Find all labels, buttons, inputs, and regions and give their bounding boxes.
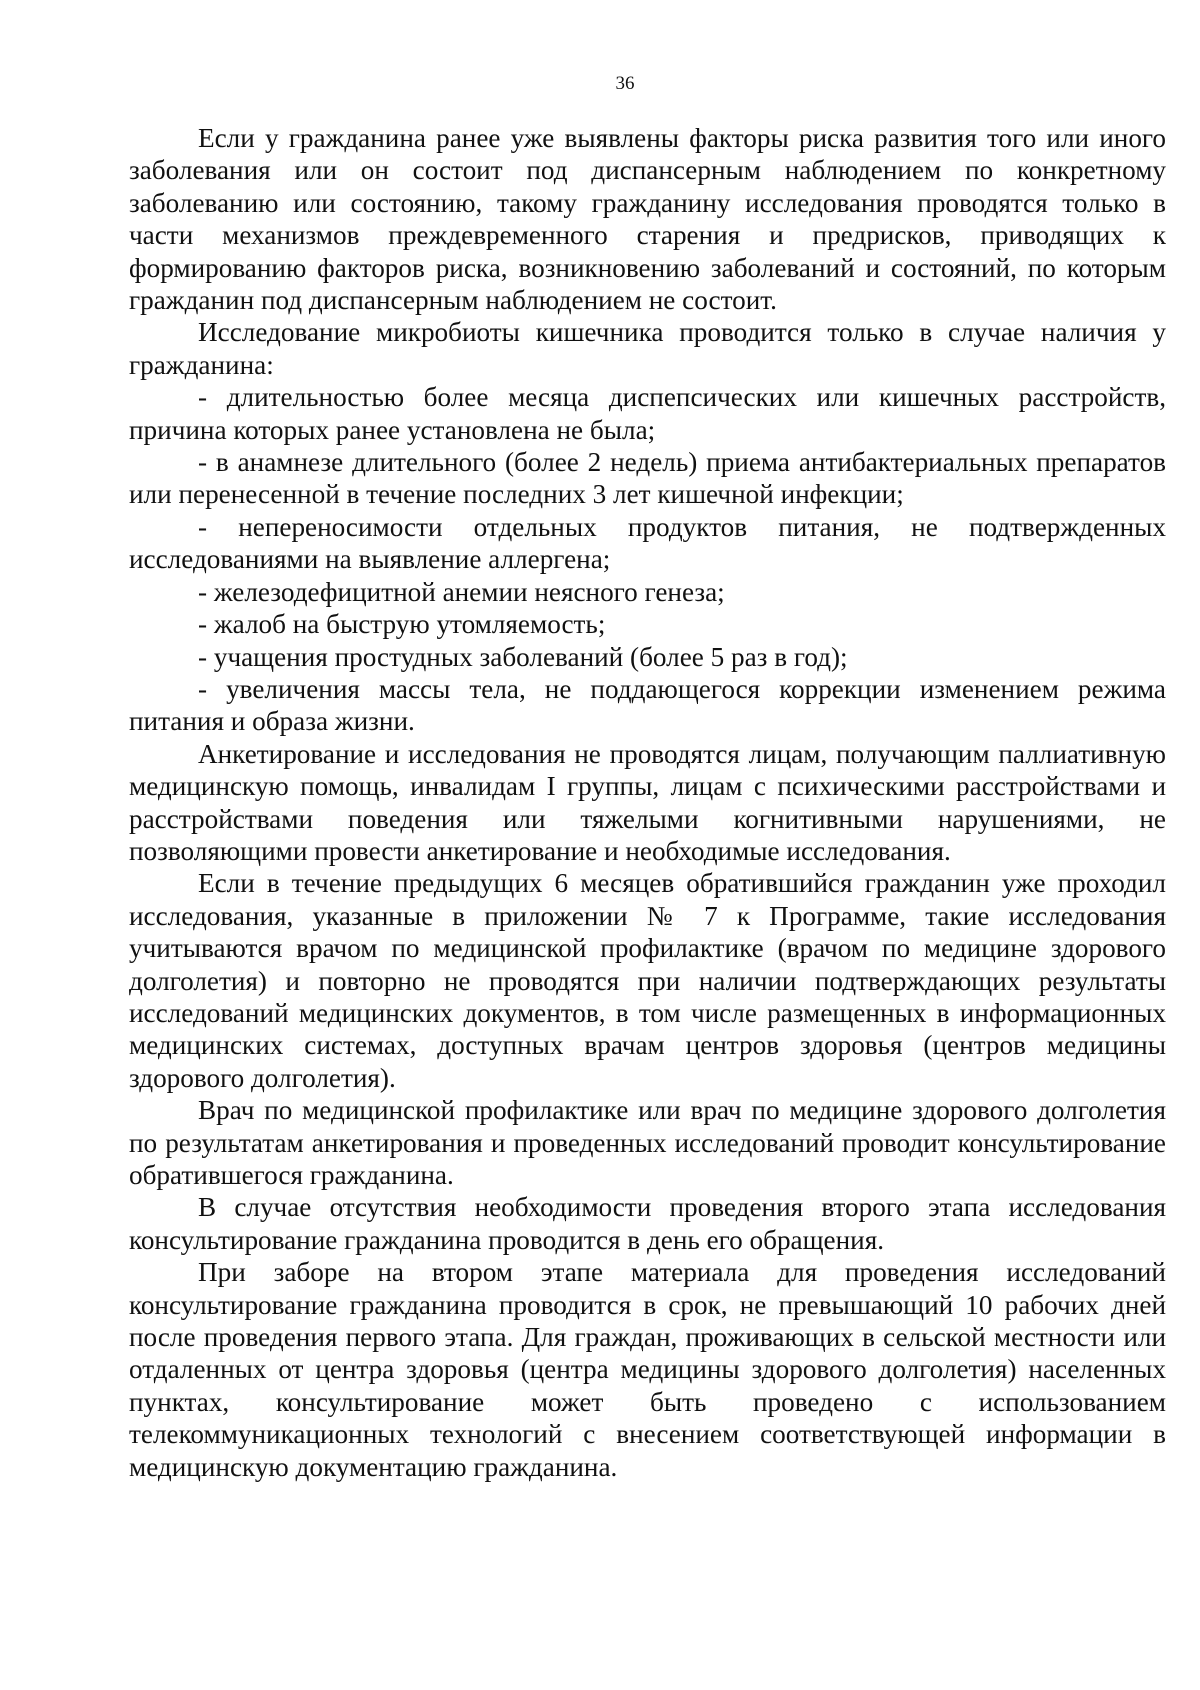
document-body (129, 122, 1166, 1483)
list-item-dyspepsia: - длительностью более месяца диспепсических или кишечных расстройств, причина которых ранее установлена не была; (129, 382, 1166, 445)
list-item-antibiotics: - в анамнезе длительного (более 2 недель) приема антибактериальных препаратов или перенесенной в течение последних 3 лет кишечной инфекции; (129, 447, 1166, 510)
paragraph-microbiota-intro: Исследование микробиоты кишечника проводится только в случае наличия у гражданина: (129, 317, 1166, 380)
list-item-food-intolerance: - непереносимости отдельных продуктов питания, не подтвержденных исследованиями на выявление аллергена; (129, 511, 1166, 575)
paragraph-previous-studies: Если в течение предыдущих 6 месяцев обратившийся гражданин уже проходил исследования, указанные в приложении № 7 к Программе, такие исследования учитываются врачом по медицинской профилактике (врачом по медицине здорового долголетия) и повторно не проводятся при наличии подтверждающих результаты исследований медицинских документов, в том числе размещенных в информационных медицинских системах, доступных врачам центров здоровья (центров медицины здорового долголетия). (129, 868, 1166, 1093)
list-item-colds: - учащения простудных заболеваний (более 5 раз в год); (198, 641, 848, 672)
list-item-anemia: - железодефицитной анемии неясного генеза; (198, 576, 725, 607)
paragraph-risk-factors: Если у гражданина ранее уже выявлены факторы риска развития того или иного заболевания или он состоит под диспансерным наблюдением по конкретному заболеванию или состоянию, такому гражданину исследования проводятся только в части механизмов преждевременного старения и предрисков, приводящих к формированию факторов риска, возникновению заболеваний и состояний, по которым гражданин под диспансерным наблюдением не состоит. (129, 123, 1166, 316)
list-item-fatigue: - жалоб на быструю утомляемость; (198, 609, 606, 640)
paragraph-exclusions: Анкетирование и исследования не проводятся лицам, получающим паллиативную медицинскую помощь, инвалидам I группы, лицам с психическими расстройствами и расстройствами поведения или тяжелыми когнитивными нарушениями, не позволяющими провести анкетирование и необходимые исследования. (129, 738, 1166, 866)
list-item-weight-gain: - увеличения массы тела, не поддающегося коррекции изменением режима питания и образа жизни. (129, 673, 1166, 737)
paragraph-same-day: В случае отсутствия необходимости проведения второго этапа исследования консультирование гражданина проводится в день его обращения. (129, 1192, 1166, 1255)
paragraph-second-stage: При заборе на втором этапе материала для проведения исследований консультирование гражданина проводится в срок, не превышающий 10 рабочих дней после проведения первого этапа. Для граждан, проживающих в сельской местности или отдаленных от центра здоровья (центра медицины здорового долголетия) населенных пунктах, консультирование может быть проведено с использованием телекоммуникационных технологий с внесением соответствующей информации в медицинскую документацию гражданина. (129, 1257, 1166, 1482)
paragraph-consultation: Врач по медицинской профилактике или врач по медицине здорового долголетия по результатам анкетирования и проведенных исследований проводит консультирование обратившегося гражданина. (129, 1095, 1166, 1190)
page-number: 36 (615, 73, 635, 94)
